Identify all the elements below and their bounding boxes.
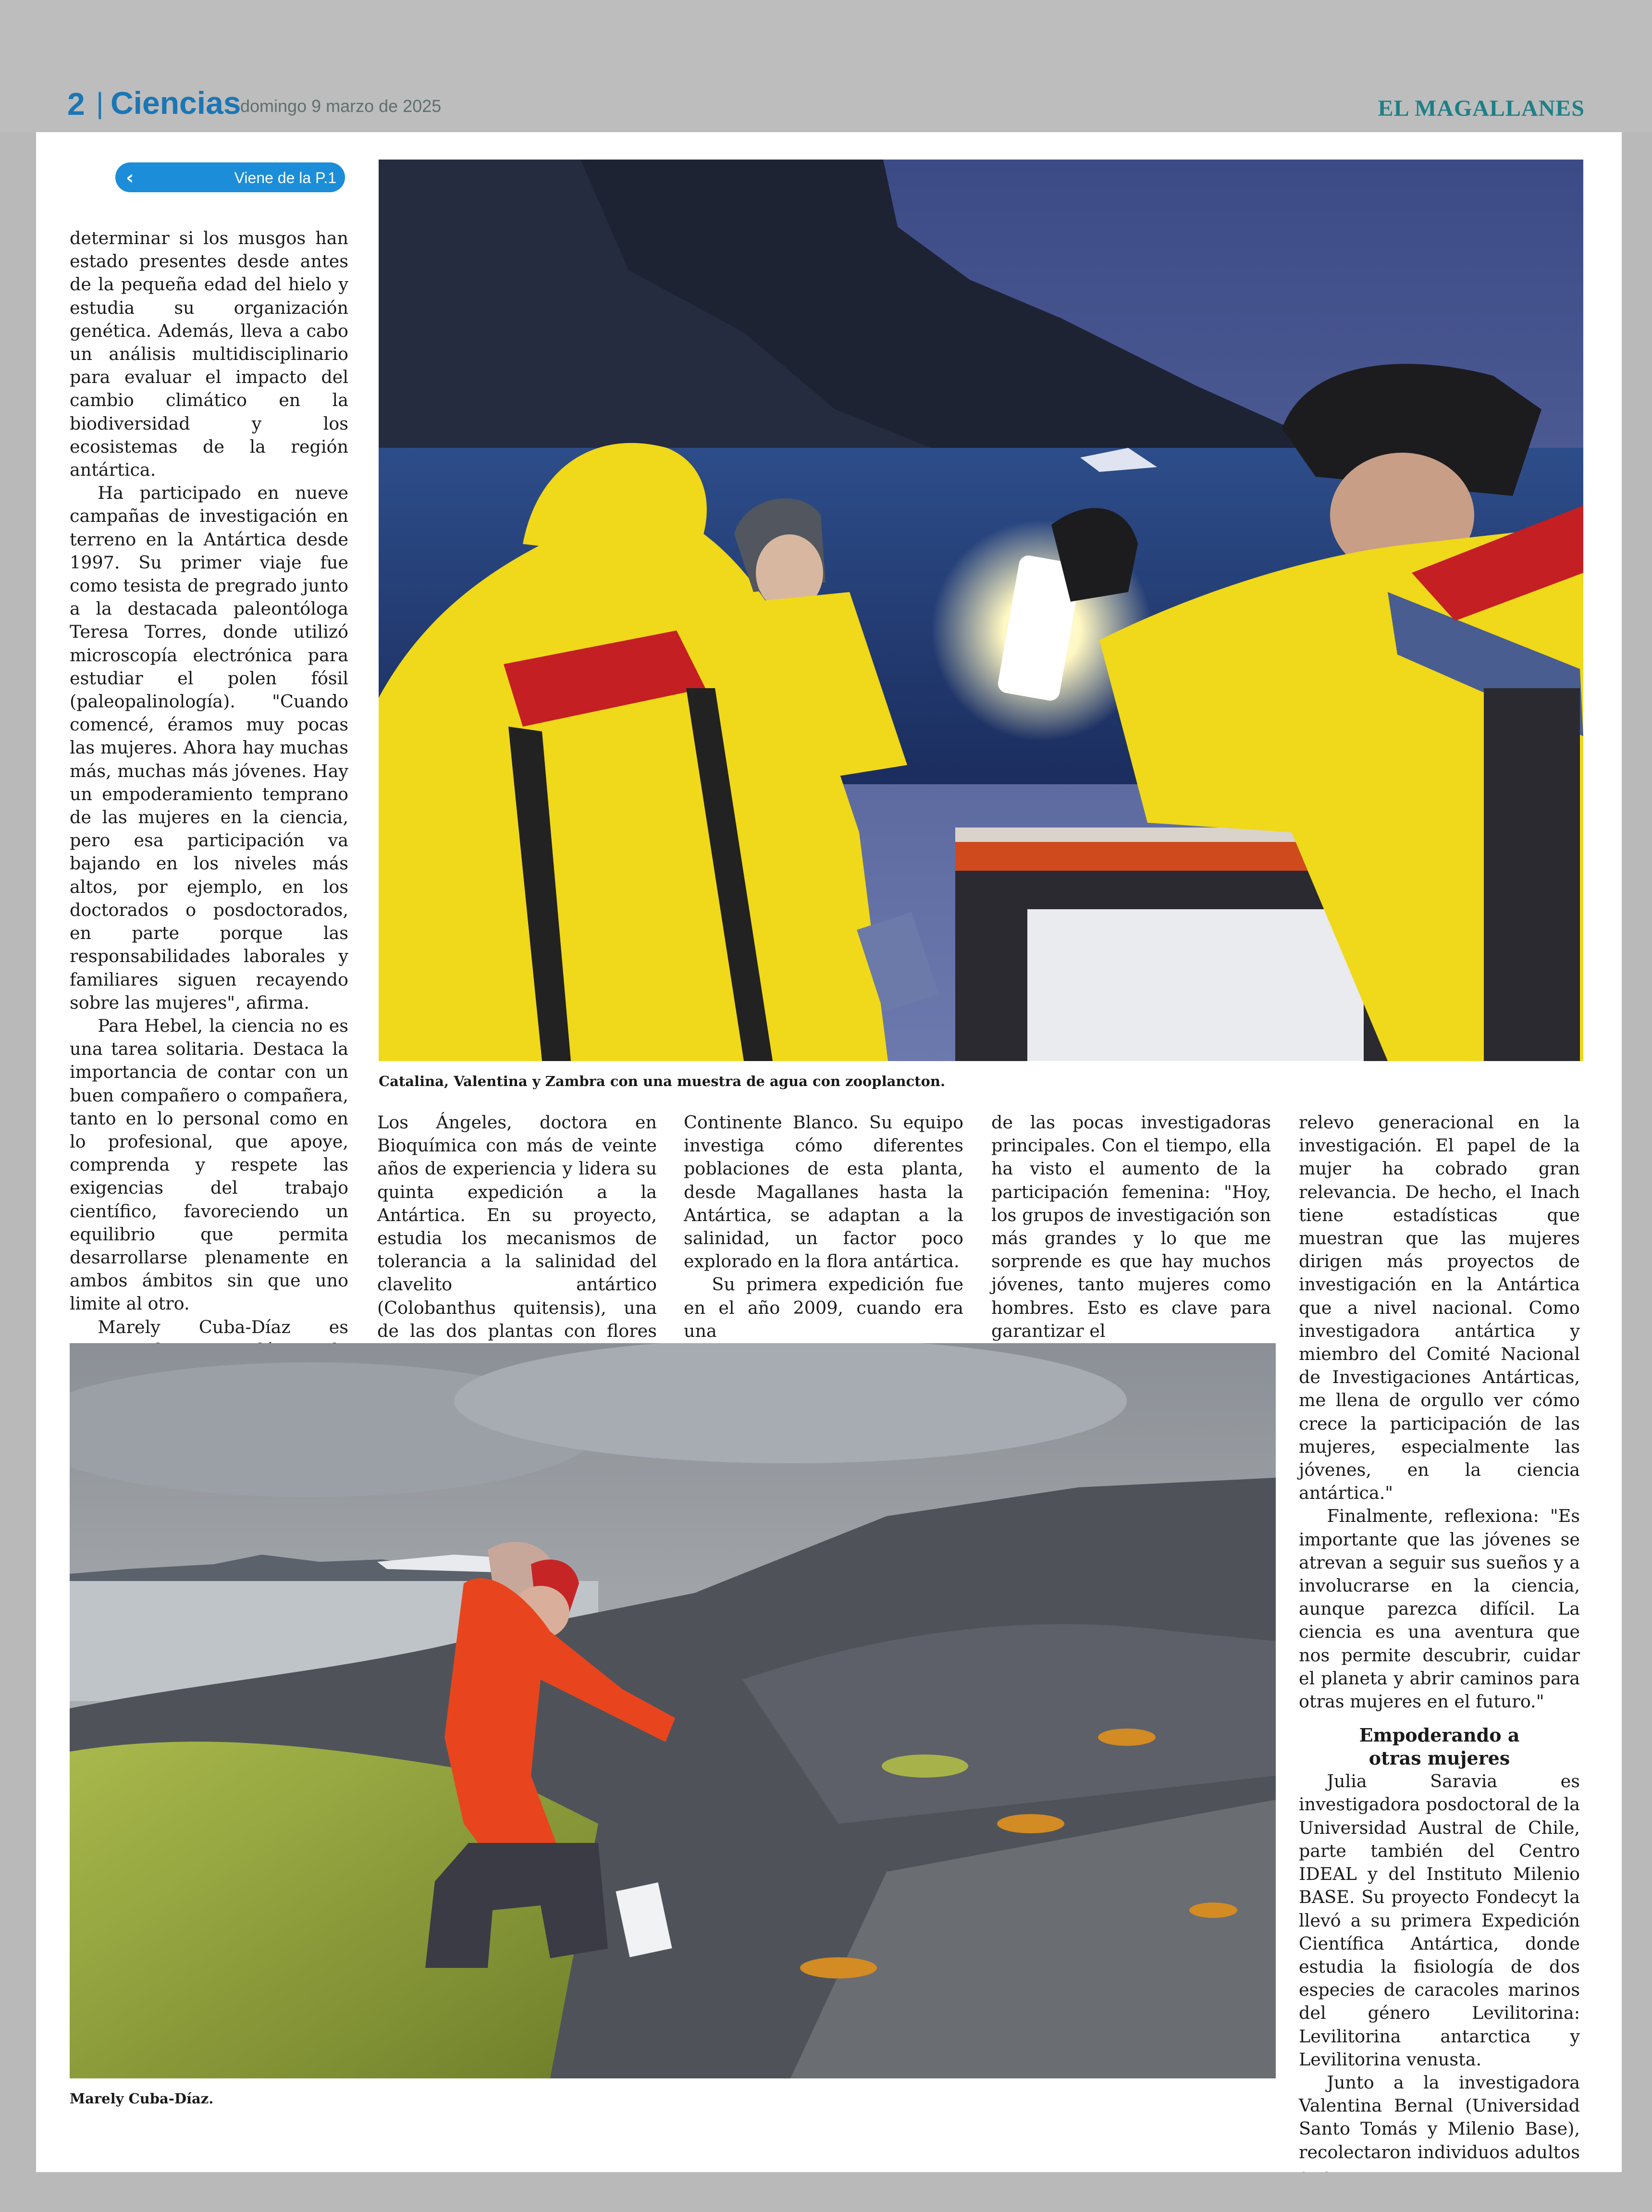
paragraph: relevo generacional en la investigación. El papel de la mujer ha cobrado gran relevancia. De hecho, el Inach tiene estadísticas que muestran que las mujeres dirigen más proyectos de investigación en la Antártica que a nivel nacional. Como investigadora antártica y miembro del Comité Nacional de Investigaciones Antárticas, me llena de orgullo ver cómo crece la participación de las mujeres, especialmente las jóvenes, en la ciencia antártica." (1299, 1112, 1580, 1504)
paragraph: de las pocas investigadoras principales. Con el tiempo, ella ha visto el aumento de la participación femenina: "Hoy, los grupos de investigación son más grandes y lo que me sorprende es que hay muchos jóvenes, tanto mujeres como hombres. Esto es clave para garantizar el (991, 1112, 1271, 1341)
subheading-line: otras mujeres (1368, 1747, 1510, 1769)
subheading-line: Empoderando a (1359, 1724, 1520, 1746)
paragraph: Los Ángeles, doctora en Bioquímica con más de veinte años de experiencia y lidera su quinta expedición a la Antártica. En su proyecto, estudia los mecanismos de tolerancia a la salinidad del clavelito antártico (Colobanthus quitensis), una de las dos plantas con flores (377, 1112, 657, 1341)
header-separator: | (96, 87, 104, 119)
paragraph: Para Hebel, la ciencia no es una tarea solitaria. Destaca la importancia de contar con un buen compañero o compañera, tanto en lo personal como en lo profesional, que apoye, comprenda y respete las exigencias del trabajo científico, favoreciendo un equilibrio que permita desarrollarse plenamente en ambos ámbitos sin que uno limite al otro. (70, 1015, 348, 1314)
photo-caption: Marely Cuba-Díaz. (70, 2090, 214, 2107)
article-column-3 (684, 1111, 963, 1343)
paragraph: Continente Blanco. Su equipo investiga cómo diferentes poblaciones de esta planta, desde Magallanes hasta la Antártica, se adaptan a la salinidad, un factor poco explorado en la flora antártica. (684, 1112, 963, 1272)
paragraph: Finalmente, reflexiona: "Es importante que las jóvenes se atrevan a seguir sus sueños y a involucrarse en la ciencia, aunque parezca difícil. La ciencia es una aventura que nos permite descubrir, cuidar el planeta y abrir caminos para otras mujeres en el futuro." (1299, 1506, 1580, 1712)
article-column-1 (70, 227, 348, 1408)
newspaper-name: EL MAGALLANES (1378, 96, 1585, 121)
issue-date: domingo 9 marzo de 2025 (240, 96, 442, 116)
photo-caption: Catalina, Valentina y Zambra con una muestra de agua con zooplancton. (379, 1073, 946, 1089)
paragraph: determinar si los musgos han estado presentes desde antes de la pequeña edad del hielo y estudia su organización genética. Además, lleva a cabo un análisis multidisciplinario para evaluar el impacto del cambio climático en la biodiversidad y los ecosistemas de la región antártica. (70, 228, 348, 481)
paragraph: Su primera expedición fue en el año 2009, cuando era una (684, 1274, 963, 1341)
photo-researchers-boat (379, 160, 1583, 1061)
paragraph: Junto a la investigadora Valentina Bernal (Universidad Santo Tomás y Milenio Base), recolectaron individuos adultos (1299, 2072, 1580, 2163)
page-bottom-margin (0, 2172, 1652, 2212)
continuation-label: Viene de la P.1 (234, 169, 336, 186)
photo-researcher-moss (70, 1343, 1276, 2078)
article-column-2 (377, 1111, 657, 1366)
paragraph: Marely Cuba-Díaz es (98, 1316, 348, 1337)
page-number: 2 (67, 86, 85, 122)
chevron-left-icon: ‹ (126, 167, 134, 189)
article-column-4 (991, 1111, 1271, 1343)
paragraph: Julia Saravia es investigadora posdoctoral de la Universidad Austral de Chile, parte también del Centro IDEAL y del Instituto Milenio BASE. Su proyecto Fondecyt la llevó a su primera Expedición Científica Antártica, donde estudia la fisiología de dos especies de caracoles marinos del género Levilitorina: Levilitorina antarctica y Levilitorina venusta. (1299, 1771, 1580, 2070)
section-title: Ciencias (111, 85, 241, 121)
subheading (1299, 1724, 1580, 1770)
article-column-5 (1299, 1111, 1580, 2187)
paragraph: Ha participado en nueve campañas de investigación en terreno en la Antártica desde 1997. Su primer viaje fue como tesista de pregrado junto a la destacada paleontóloga Teresa Torres, donde utilizó microscopía electrónica para estudiar el polen fósil (paleopalinología). "Cuando comencé, éramos muy pocas las mujeres. Ahora hay muchas más, muchas más jóvenes. Hay un empoderamiento temprano de las mujeres en la ciencia, pero esa participación va bajando en los niveles más altos, por ejemplo, en los doctorados o posdoctorados, en parte porque las responsabilidades laborales y familiares siguen recayendo sobre las mujeres", afirma. (70, 482, 348, 1013)
